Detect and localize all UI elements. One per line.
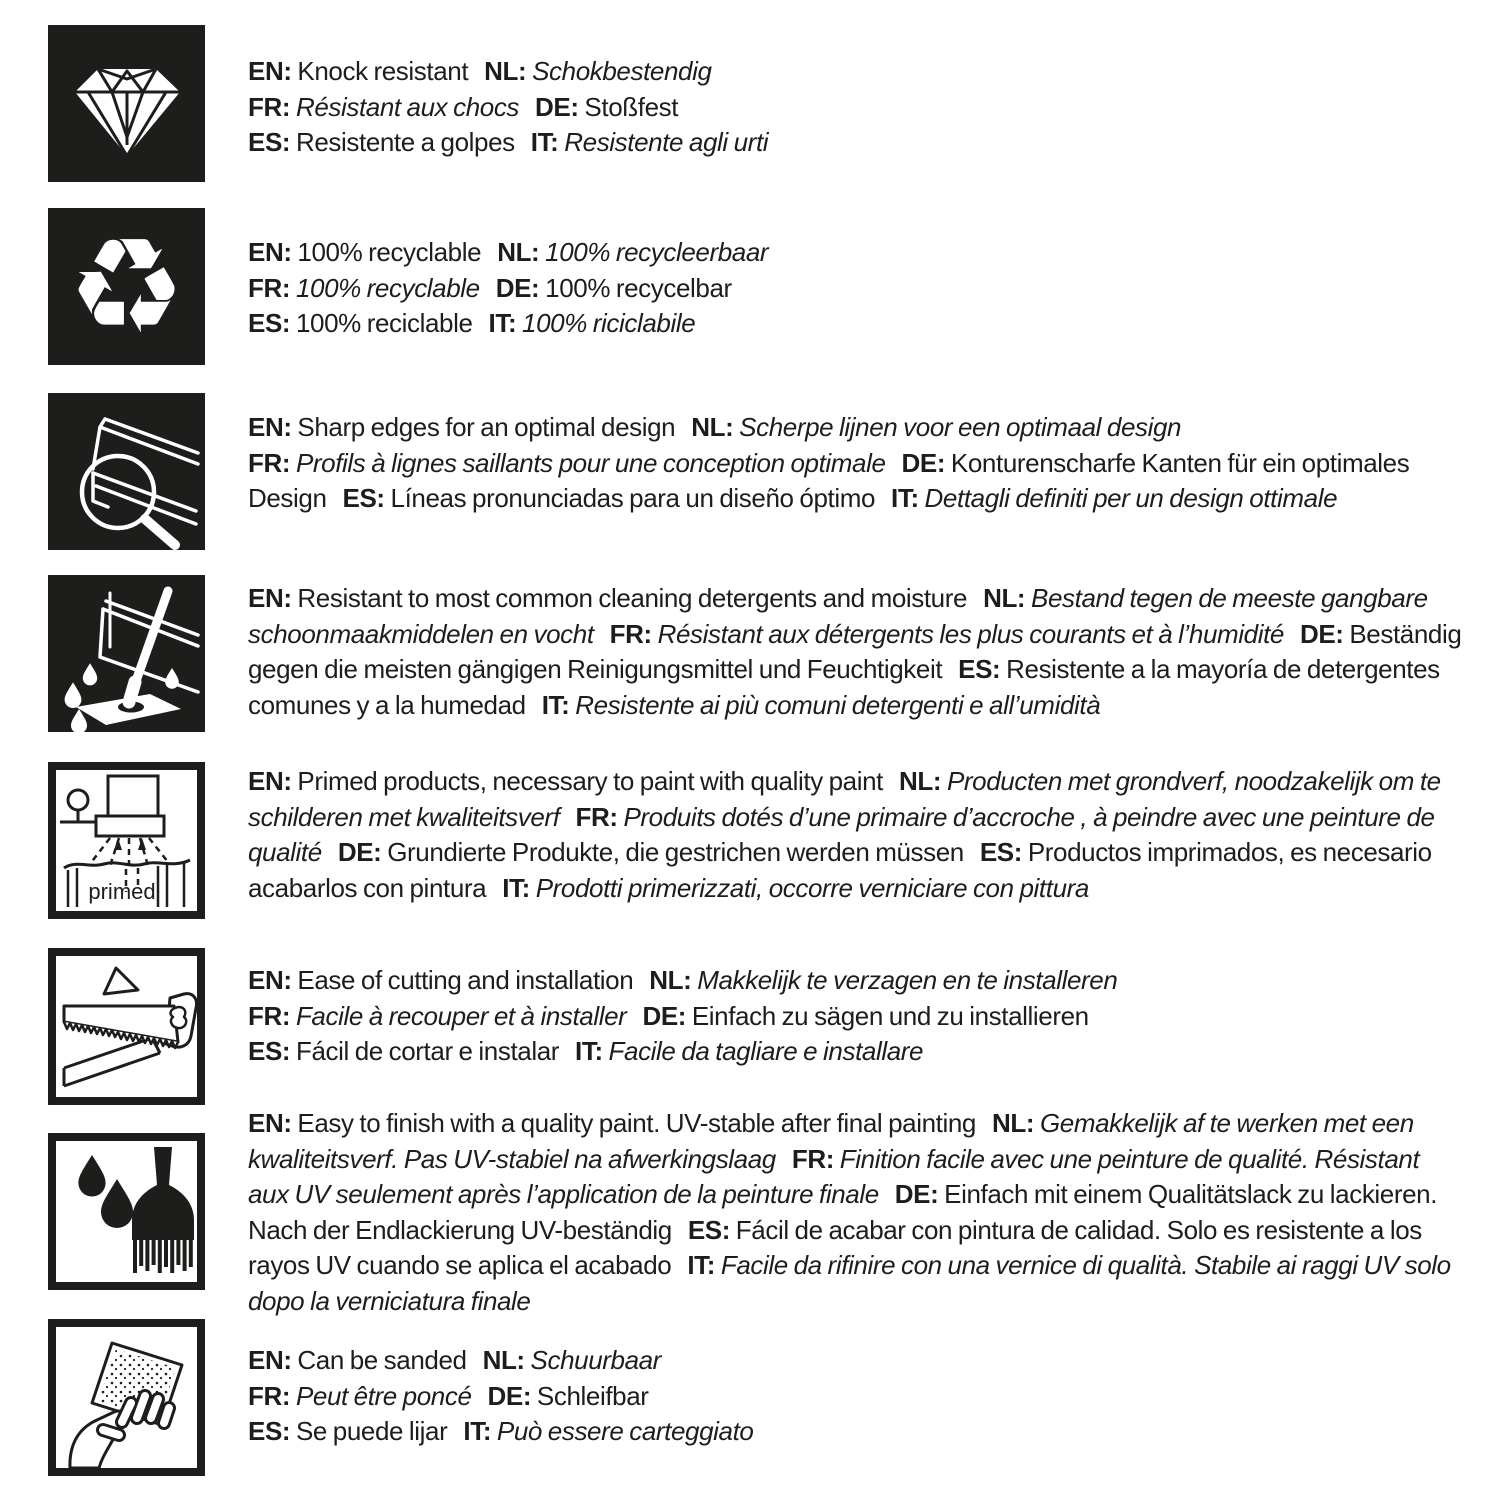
lang-label-es: ES: — [979, 837, 1022, 868]
lang-label-fr: FR: — [791, 1143, 834, 1174]
lang-label-it: IT: — [488, 308, 517, 339]
segment-fr: FR: Produits dotés d’une primaire d’accroche , à peindre avec une peinture de qualité — [248, 801, 1435, 868]
segment-es: ES: Resistente a la mayoría de detergentes comunes y a la humedad — [248, 654, 1440, 720]
segment-nl: NL: Makkelijk te verzagen en te installeren — [649, 965, 1118, 995]
lang-label-es: ES: — [342, 483, 385, 514]
lang-label-nl: NL: — [482, 1345, 525, 1375]
lang-label-nl: NL: — [484, 56, 527, 86]
lang-label-en: EN: — [248, 237, 292, 267]
lang-label-it: IT: — [530, 127, 559, 158]
segment-es: ES: Fácil de cortar e instalar — [248, 1036, 560, 1067]
feature-text-primed — [248, 764, 1463, 906]
lang-label-it: IT: — [891, 483, 919, 514]
lang-label-nl: NL: — [497, 237, 540, 267]
segment-en: EN: Resistant to most common cleaning detergents and moisture — [248, 583, 968, 613]
lang-label-nl: NL: — [899, 766, 942, 796]
lang-label-en: EN: — [248, 56, 292, 86]
lang-label-de: DE: — [337, 837, 382, 868]
lang-label-fr: FR: — [575, 801, 618, 832]
segment-de: DE: Einfach zu sägen und zu installieren — [642, 1000, 1089, 1031]
segment-en: EN: Sharp edges for an optimal design — [248, 412, 676, 442]
lang-label-en: EN: — [248, 766, 292, 796]
segment-nl: NL: 100% recycleerbaar — [497, 237, 769, 267]
segment-nl: NL: Schuurbaar — [482, 1345, 661, 1375]
feature-text-sharp-edges — [248, 410, 1463, 517]
lang-label-es: ES: — [687, 1214, 730, 1245]
segment-es: ES: 100% reciclable — [248, 308, 473, 339]
segment-en: EN: 100% recyclable — [248, 237, 482, 267]
lang-label-it: IT: — [463, 1416, 492, 1447]
lang-label-fr: FR: — [248, 91, 291, 122]
segment-fr: FR: Résistant aux détergents les plus courants et à l’humidité — [609, 618, 1284, 649]
segment-it: IT: Resistente ai più comuni detergenti e all’umidità — [541, 689, 1101, 720]
lang-label-en: EN: — [248, 412, 292, 442]
segment-es: ES: Productos imprimados, es necesario acabarlos con pintura — [248, 837, 1432, 903]
lang-label-de: DE: — [642, 1000, 687, 1031]
segment-fr: FR: Peut être poncé — [248, 1380, 472, 1411]
lang-label-de: DE: — [894, 1179, 939, 1210]
lang-label-es: ES: — [248, 1036, 291, 1067]
lang-label-it: IT: — [575, 1036, 603, 1067]
lang-label-de: DE: — [487, 1380, 532, 1411]
segment-it: IT: Dettagli definiti per un design ottimale — [891, 483, 1338, 514]
lang-label-fr: FR: — [248, 447, 291, 478]
segment-de: DE: 100% recycelbar — [495, 272, 732, 303]
lang-label-es: ES: — [248, 127, 291, 158]
segment-en: EN: Can be sanded — [248, 1345, 467, 1375]
segment-en: EN: Knock resistant — [248, 56, 469, 86]
segment-de: DE: Beständig gegen die meisten gängigen Reinigungsmittel und Feuchtigkeit — [248, 618, 1462, 685]
recycle-symbol: ♻ — [67, 209, 186, 364]
handsaw-icon — [48, 948, 205, 1105]
lang-label-nl: NL: — [992, 1108, 1035, 1138]
segment-es: ES: Resistente a golpes — [248, 127, 515, 158]
segment-fr: FR: Facile à recouper et à installer — [248, 1000, 627, 1031]
segment-nl: NL: Scherpe lijnen voor een optimaal design — [691, 412, 1182, 442]
lang-label-de: DE: — [535, 91, 579, 122]
segment-en: EN: Easy to finish with a quality paint. UV-stable after final painting — [248, 1108, 976, 1138]
diamond-icon — [48, 25, 205, 182]
segment-nl: NL: Schokbestendig — [484, 56, 712, 86]
paint-brush-icon — [48, 1133, 205, 1290]
lang-label-fr: FR: — [248, 1380, 291, 1411]
lang-label-nl: NL: — [649, 965, 692, 995]
segment-fr: FR: 100% recyclable — [248, 272, 480, 303]
segment-it: IT: 100% riciclabile — [488, 308, 696, 339]
segment-fr: FR: Résistant aux chocs — [248, 91, 520, 122]
feature-text-recyclable — [248, 235, 1463, 342]
feature-text-sanded — [248, 1343, 1463, 1450]
segment-it: IT: Facile da tagliare e installare — [575, 1036, 924, 1067]
segment-de: DE: Einfach mit einem Qualitätslack zu lackieren. Nach der Endlackierung UV-beständig — [248, 1179, 1438, 1245]
sharp-edges-icon — [48, 393, 205, 550]
lang-label-fr: FR: — [248, 1000, 291, 1031]
segment-de: DE: Schleifbar — [487, 1380, 649, 1411]
segment-en: EN: Primed products, necessary to paint with quality paint — [248, 766, 884, 796]
lang-label-es: ES: — [248, 1416, 291, 1447]
segment-fr: FR: Finition facile avec une peinture de qualité. Résistant aux UV seulement après l’application de la peinture finale — [248, 1143, 1420, 1210]
lang-label-en: EN: — [248, 965, 292, 995]
recycle-icon — [48, 208, 205, 365]
primed-label: primed — [88, 879, 156, 904]
segment-nl: NL: Gemakkelijk af te werken met een kwaliteitsverf. Pas UV-stabiel na afwerkingslaag — [248, 1108, 1414, 1174]
segment-en: EN: Ease of cutting and installation — [248, 965, 634, 995]
segment-it: IT: Facile da rifinire con una vernice di qualità. Stabile ai raggi UV solo dopo la verniciatura finale — [248, 1250, 1451, 1316]
primer-spray-icon — [48, 762, 205, 919]
segment-de: DE: Grundierte Produkte, die gestrichen werden müssen — [337, 837, 964, 868]
feature-text-paint-finish — [248, 1106, 1463, 1320]
mop-cleaning-icon — [48, 575, 205, 732]
segment-de: DE: Stoßfest — [535, 91, 679, 122]
segment-nl: NL: Producten met grondverf, noodzakelijk om te schilderen met kwaliteitsverf — [248, 766, 1441, 832]
lang-label-de: DE: — [901, 447, 946, 478]
lang-label-de: DE: — [495, 272, 540, 303]
lang-label-en: EN: — [248, 1345, 292, 1375]
sanding-hand-icon — [48, 1319, 205, 1476]
lang-label-es: ES: — [958, 654, 1001, 685]
lang-label-de: DE: — [1299, 618, 1344, 649]
segment-it: IT: Resistente agli urti — [530, 127, 769, 158]
feature-text-cleaning — [248, 581, 1463, 723]
feature-text-knock-resistant — [248, 54, 1463, 161]
feature-text-cutting — [248, 963, 1463, 1070]
segment-es: ES: Fácil de acabar con pintura de calidad. Solo es resistente a los rayos UV cuando se aplica el acabado — [248, 1214, 1422, 1281]
lang-label-fr: FR: — [248, 272, 291, 303]
lang-label-en: EN: — [248, 1108, 292, 1138]
segment-es: ES: Líneas pronunciadas para un diseño óptimo — [342, 483, 876, 514]
lang-label-fr: FR: — [609, 618, 652, 649]
lang-label-it: IT: — [541, 689, 570, 720]
segment-de: DE: Konturenscharfe Kanten für ein optimales Design — [248, 447, 1410, 514]
lang-label-nl: NL: — [983, 583, 1026, 613]
segment-es: ES: Se puede lijar — [248, 1416, 448, 1447]
lang-label-it: IT: — [502, 872, 530, 903]
segment-it: IT: Prodotti primerizzati, occorre verniciare con pittura — [502, 872, 1089, 903]
lang-label-nl: NL: — [691, 412, 734, 442]
segment-it: IT: Può essere carteggiato — [463, 1416, 754, 1447]
lang-label-en: EN: — [248, 583, 292, 613]
segment-nl: NL: Bestand tegen de meeste gangbare schoonmaakmiddelen en vocht — [248, 583, 1428, 649]
lang-label-es: ES: — [248, 308, 291, 339]
segment-fr: FR: Profils à lignes saillants pour une conception optimale — [248, 447, 886, 478]
lang-label-it: IT: — [687, 1250, 716, 1281]
